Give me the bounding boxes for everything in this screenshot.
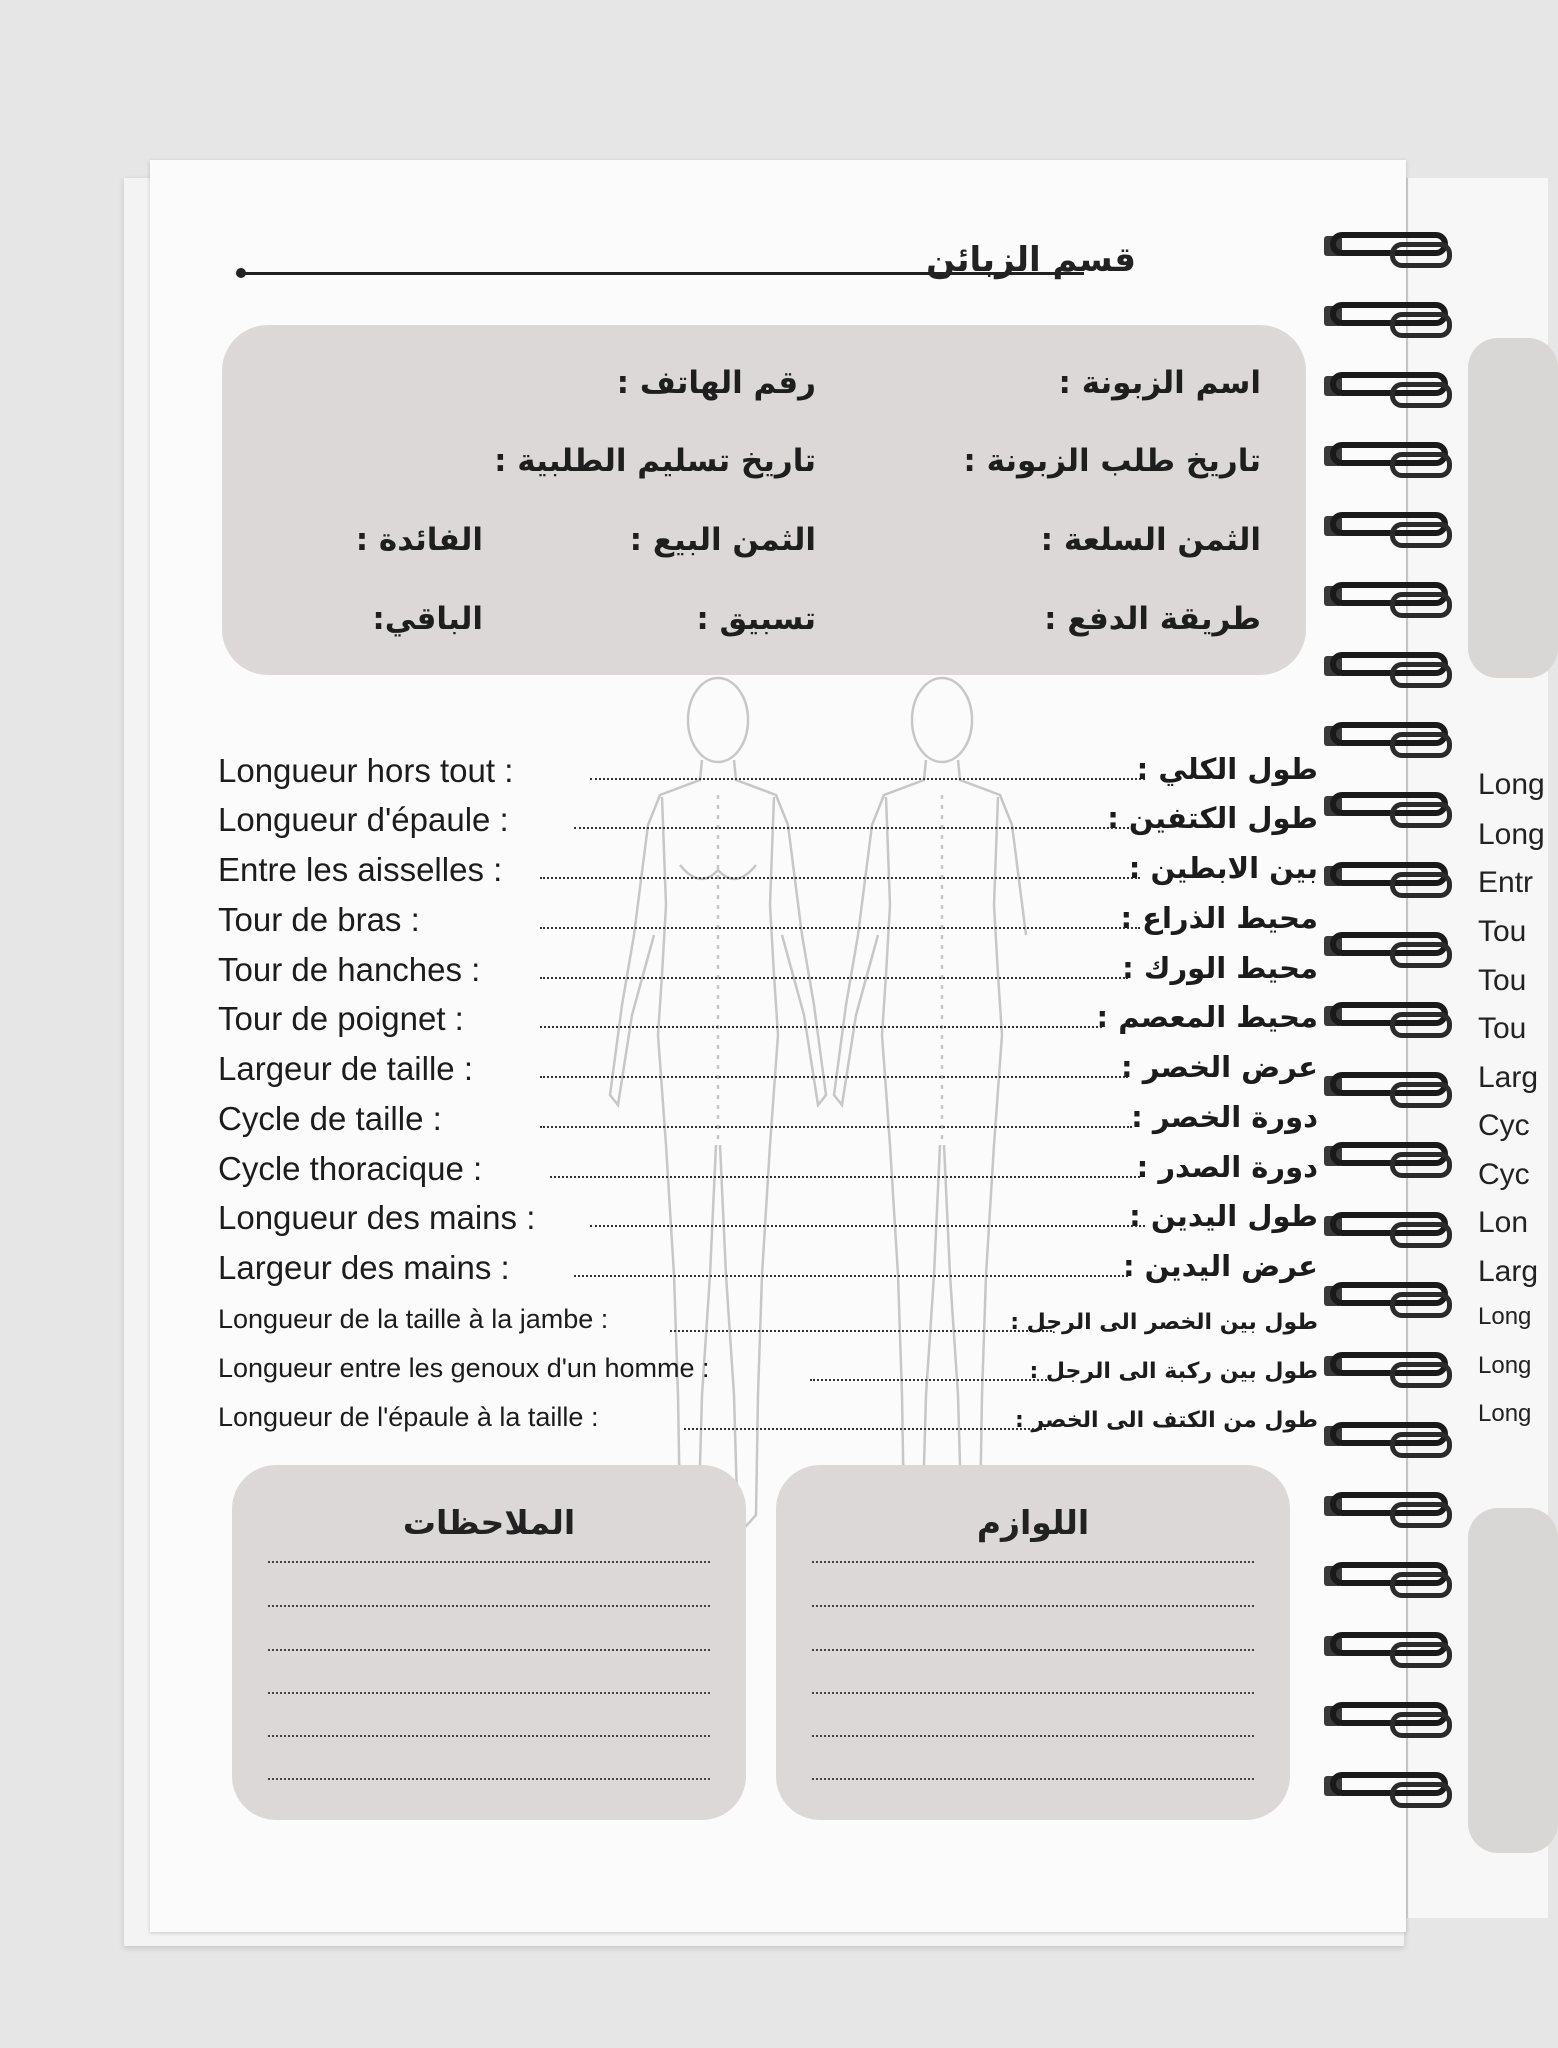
measurement-row — [218, 1304, 1318, 1344]
spiral-coil — [1330, 932, 1452, 962]
next-page-text: Long — [1478, 818, 1545, 851]
measurement-fr-label: Cycle de taille : — [218, 1100, 442, 1137]
supplies-box — [776, 1465, 1290, 1820]
supplies-line — [812, 1735, 1254, 1737]
next-page-text: Cyc — [1478, 1109, 1530, 1142]
measurement-row — [218, 851, 1318, 891]
supplies-line — [812, 1692, 1254, 1694]
spiral-coil — [1330, 1072, 1452, 1102]
spiral-coil — [1330, 372, 1452, 402]
supplies-line — [812, 1605, 1254, 1607]
next-page-text: Larg — [1478, 1061, 1539, 1094]
measurement-ar-label: طول الكلي : — [1136, 752, 1318, 786]
spiral-coil — [1330, 582, 1452, 612]
customer-info-box — [222, 325, 1306, 675]
next-page-text: Cyc — [1478, 1158, 1530, 1191]
measurement-fr-label: Tour de hanches : — [218, 951, 481, 988]
spiral-coil — [1330, 512, 1452, 542]
order-date-label: تاريخ طلب الزبونة : — [963, 443, 1261, 479]
measurement-row — [218, 1402, 1318, 1442]
next-page-text: Tou — [1478, 964, 1527, 997]
notes-line — [268, 1735, 710, 1737]
next-page-text: Long — [1478, 1400, 1532, 1427]
measurement-fr-label: Longueur d'épaule : — [218, 801, 509, 838]
next-page-box-bottom — [1468, 1508, 1558, 1853]
spiral-coil — [1330, 862, 1452, 892]
remainder-label: الباقي: — [372, 601, 483, 637]
next-page-text: Lon — [1478, 1206, 1529, 1239]
notebook-page — [150, 160, 1406, 1932]
spiral-coil — [1330, 232, 1452, 262]
spiral-coil — [1330, 302, 1452, 332]
supplies-line — [812, 1778, 1254, 1780]
measurement-ar-label: عرض اليدين : — [1122, 1249, 1318, 1283]
supplies-title: اللوازم — [976, 1503, 1090, 1542]
measurement-line — [540, 977, 1128, 979]
notes-line — [268, 1561, 710, 1563]
measurement-row — [218, 1249, 1318, 1289]
spiral-coil — [1330, 1632, 1452, 1662]
measurement-fr-label: Longueur de l'épaule à la taille : — [218, 1402, 599, 1432]
measurement-ar-label: محيط الذراع : — [1120, 901, 1318, 935]
notes-line — [268, 1692, 710, 1694]
measurement-fr-label: Cycle thoracique : — [218, 1150, 483, 1187]
measurement-line — [540, 927, 1140, 929]
advance-label: تسبيق : — [696, 601, 816, 637]
measurement-row — [218, 752, 1318, 792]
measurement-line — [810, 1379, 1058, 1381]
next-page-text: Long — [1478, 768, 1545, 801]
next-page-text: Larg — [1478, 1255, 1539, 1288]
customer-name-label: اسم الزبونة : — [1058, 365, 1261, 401]
section-title: قسم الزبائن — [926, 240, 1136, 280]
measurement-fr-label: Longueur de la taille à la jambe : — [218, 1304, 609, 1334]
measurement-ar-label: طول بين ركبة الى الرجل : — [1029, 1359, 1318, 1384]
spiral-coil — [1330, 1282, 1452, 1312]
measurement-fr-label: Tour de poignet : — [218, 1000, 464, 1037]
spiral-coil — [1330, 442, 1452, 472]
notes-title: الملاحظات — [402, 1503, 576, 1542]
next-page-text: Long — [1478, 1303, 1532, 1330]
spiral-coil — [1330, 652, 1452, 682]
measurement-row — [218, 1150, 1318, 1190]
measurement-row — [218, 1050, 1318, 1090]
measurement-line — [550, 1176, 1140, 1178]
item-price-label: الثمن السلعة : — [1040, 522, 1261, 558]
measurement-ar-label: محيط المعصم : — [1096, 1000, 1318, 1034]
measurement-row — [218, 1100, 1318, 1140]
spiral-coil — [1330, 1772, 1452, 1802]
measurement-row — [218, 1353, 1318, 1393]
measurement-line — [540, 1126, 1132, 1128]
measurement-ar-label: دورة الخصر : — [1131, 1100, 1318, 1134]
measurement-row — [218, 1199, 1318, 1239]
measurement-ar-label: بين الابطين : — [1128, 851, 1318, 885]
spiral-coil — [1330, 1142, 1452, 1172]
next-page-text: Entr — [1478, 866, 1534, 899]
measurement-line — [590, 1225, 1145, 1227]
next-page-text: Tou — [1478, 1012, 1527, 1045]
measurement-row — [218, 1000, 1318, 1040]
measurement-fr-label: Largeur de taille : — [218, 1050, 473, 1087]
measurement-fr-label: Longueur des mains : — [218, 1199, 536, 1236]
notes-line — [268, 1649, 710, 1651]
notes-box — [232, 1465, 746, 1820]
measurement-line — [540, 1026, 1102, 1028]
measurement-ar-label: طول اليدين : — [1129, 1199, 1318, 1233]
phone-label: رقم الهاتف : — [616, 365, 816, 401]
measurement-ar-label: طول بين الخصر الى الرجل : — [1010, 1310, 1318, 1335]
measurement-line — [574, 1275, 1128, 1277]
supplies-line — [812, 1561, 1254, 1563]
measurement-ar-label: دورة الصدر : — [1136, 1150, 1318, 1184]
payment-method-label: طريقة الدفع : — [1044, 601, 1261, 637]
next-page-text: Long — [1478, 1352, 1532, 1379]
measurement-fr-label: Entre les aisselles : — [218, 851, 503, 888]
measurement-ar-label: محيط الورك : — [1122, 951, 1318, 985]
spiral-coil — [1330, 792, 1452, 822]
spiral-coil — [1330, 1212, 1452, 1242]
measurement-line — [540, 1076, 1128, 1078]
measurement-row — [218, 951, 1318, 991]
measurement-line — [670, 1330, 1052, 1332]
measurement-row — [218, 801, 1318, 841]
spiral-coil — [1330, 1492, 1452, 1522]
measurement-ar-label: عرض الخصر : — [1121, 1050, 1318, 1084]
profit-label: الفائدة : — [355, 522, 483, 558]
measurement-fr-label: Longueur hors tout : — [218, 752, 514, 789]
spiral-coil — [1330, 722, 1452, 752]
delivery-date-label: تاريخ تسليم الطلبية : — [494, 443, 816, 479]
spiral-coil — [1330, 1562, 1452, 1592]
measurement-line — [540, 877, 1140, 879]
measurement-ar-label: طول من الكتف الى الخصر : — [1015, 1408, 1318, 1433]
supplies-line — [812, 1649, 1254, 1651]
spiral-coil — [1330, 1422, 1452, 1452]
notes-line — [268, 1778, 710, 1780]
measurement-fr-label: Tour de bras : — [218, 901, 420, 938]
next-page-text: Tou — [1478, 915, 1527, 948]
measurement-line — [684, 1428, 1046, 1430]
measurement-line — [574, 827, 1129, 829]
spiral-coil — [1330, 1702, 1452, 1732]
measurement-line — [590, 778, 1145, 780]
next-page-box — [1468, 338, 1558, 678]
notes-line — [268, 1605, 710, 1607]
measurement-ar-label: طول الكتفين : — [1107, 801, 1318, 835]
sale-price-label: الثمن البيع : — [629, 522, 816, 558]
spiral-coil — [1330, 1002, 1452, 1032]
measurement-fr-label: Largeur des mains : — [218, 1249, 510, 1286]
measurement-fr-label: Longueur entre les genoux d'un homme : — [218, 1353, 710, 1383]
spiral-coil — [1330, 1352, 1452, 1382]
measurement-row — [218, 901, 1318, 941]
